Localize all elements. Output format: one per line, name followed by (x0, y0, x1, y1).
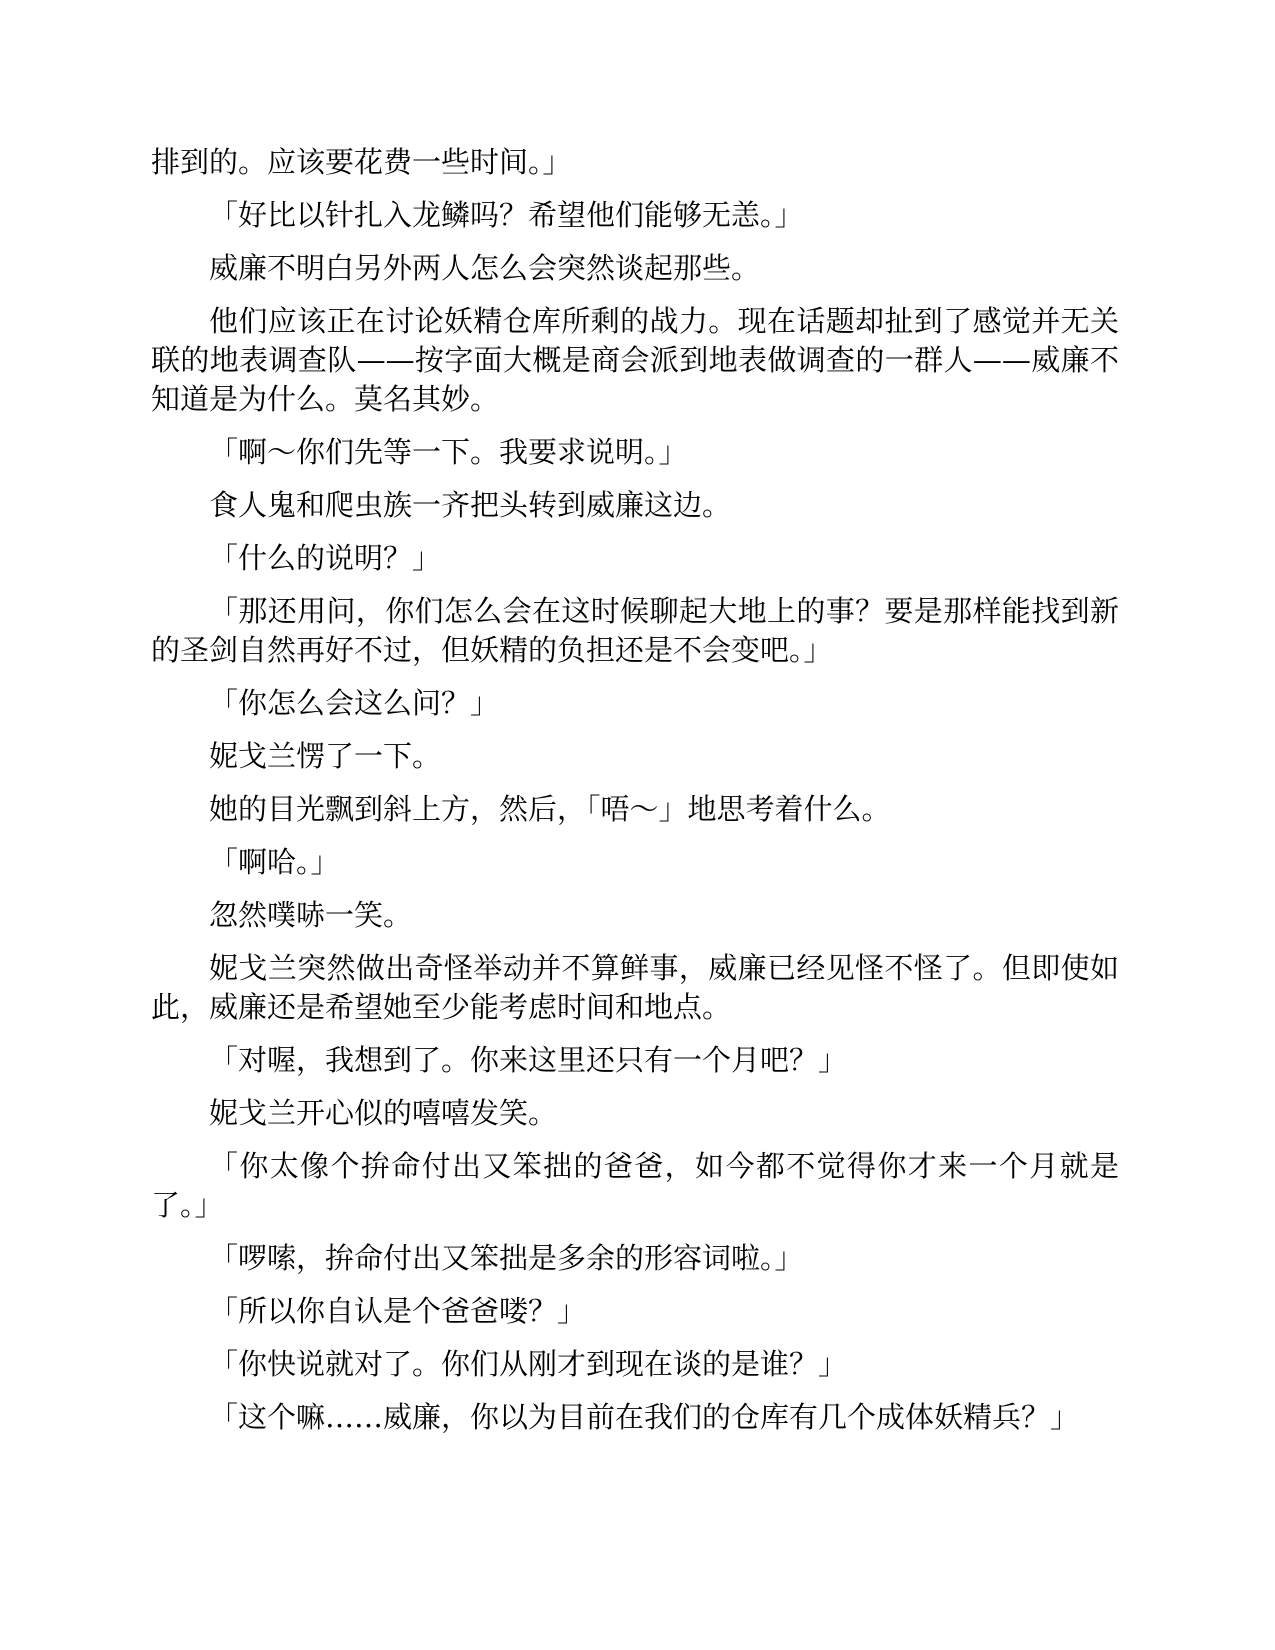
paragraph: 「啊哈。」 (209, 845, 340, 879)
paragraph: 「你太像个拚命付出又笨拙的爸爸，如今都不觉得你才来一个月就是了。」 (151, 1149, 1119, 1222)
paragraph: 「啰嗦，拚命付出又笨拙是多余的形容词啦。」 (209, 1241, 804, 1275)
paragraph: 「那还用问，你们怎么会在这时候聊起大地上的事？要是那样能找到新的圣剑自然再好不过，但妖精的负担还是不会变吧。」 (151, 594, 1119, 667)
paragraph: 妮戈兰开心似的嘻嘻发笑。 (209, 1096, 558, 1130)
paragraph: 妮戈兰突然做出奇怪举动并不算鲜事，威廉已经见怪不怪了。但即使如此，威廉还是希望她至少能考虑时间和地点。 (151, 951, 1119, 1024)
document-body (151, 143, 1119, 1451)
paragraph: 「这个嘛……威廉，你以为目前在我们的仓库有几个成体妖精兵？」 (209, 1400, 1080, 1434)
paragraph: 威廉不明白另外两人怎么会突然谈起那些。 (209, 251, 761, 285)
paragraph: 排到的。应该要花费一些时间。」 (151, 145, 572, 179)
paragraph: 忽然噗哧一笑。 (209, 898, 413, 932)
paragraph: 他们应该正在讨论妖精仓库所剩的战力。现在话题却扯到了感觉并无关联的地表调查队——按字面大概是商会派到地表做调查的一群人——威廉不知道是为什么。莫名其妙。 (151, 304, 1119, 416)
paragraph: 「你怎么会这么问？」 (209, 686, 500, 720)
paragraph: 「你快说就对了。你们从刚才到现在谈的是谁？」 (209, 1347, 848, 1381)
paragraph: 她的目光飘到斜上方，然后，「唔～」地思考着什么。 (209, 792, 891, 826)
paragraph: 「好比以针扎入龙鳞吗？希望他们能够无恙。」 (209, 198, 804, 232)
paragraph: 「什么的说明？」 (209, 541, 442, 575)
paragraph: 妮戈兰愣了一下。 (209, 739, 442, 773)
paragraph: 「对喔，我想到了。你来这里还只有一个月吧？」 (209, 1043, 848, 1077)
paragraph: 食人鬼和爬虫族一齐把头转到威廉这边。 (209, 488, 732, 522)
paragraph: 「所以你自认是个爸爸喽？」 (209, 1294, 587, 1328)
paragraph: 「啊～你们先等一下。我要求说明。」 (209, 435, 688, 469)
